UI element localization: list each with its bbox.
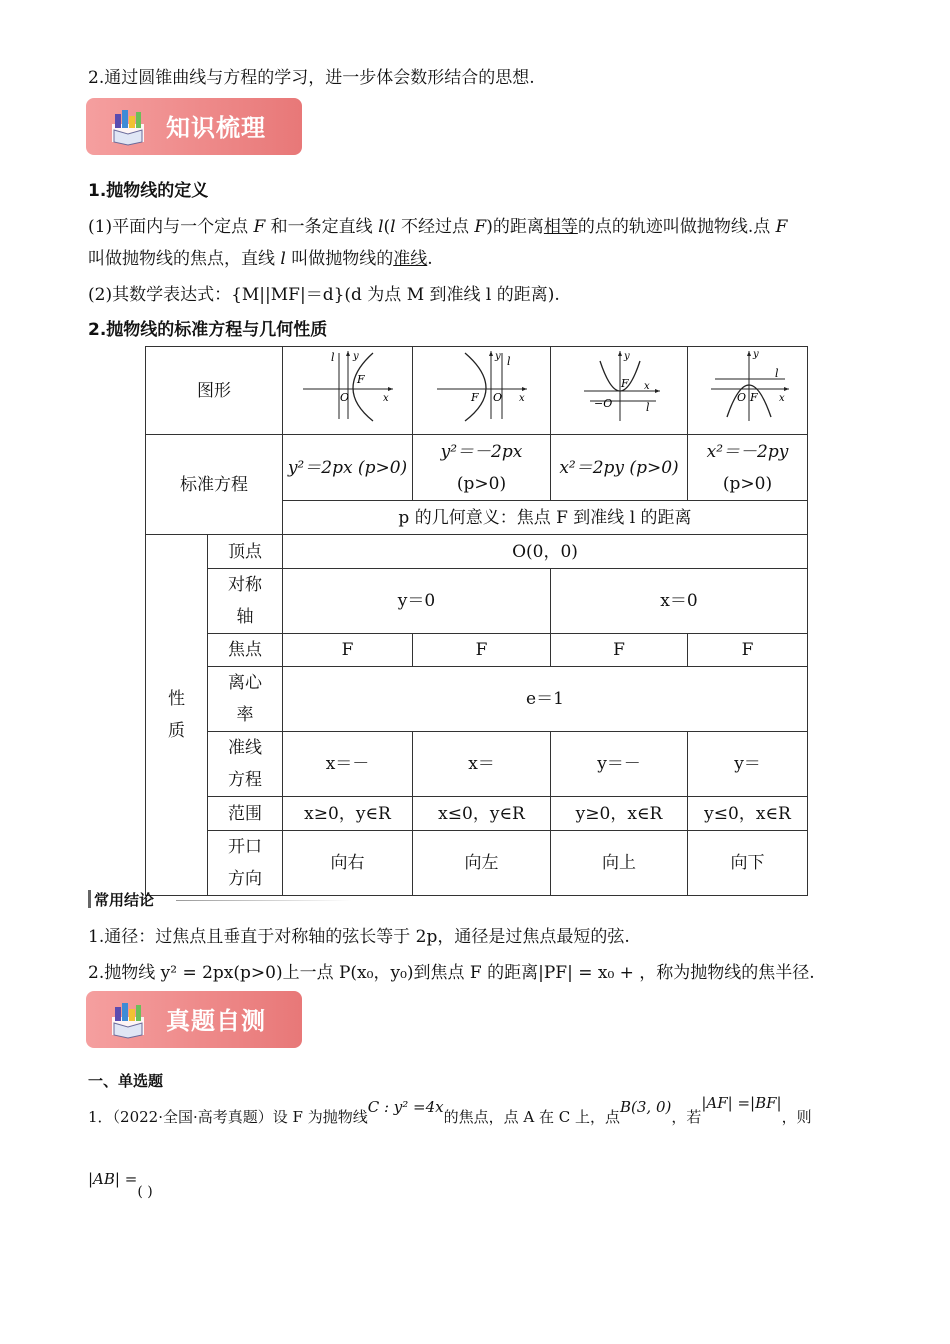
eccentricity-value: e＝1 <box>283 667 808 732</box>
directrix-value: y＝ <box>688 732 808 797</box>
svg-text:y: y <box>494 351 501 362</box>
row-label-std-eq: 标准方程 <box>146 435 283 535</box>
common-conclusions-header <box>88 889 388 911</box>
svg-text:y: y <box>624 351 630 362</box>
svg-text:F: F <box>621 377 629 390</box>
axis-value-1: y＝0 <box>283 569 551 634</box>
svg-text:x: x <box>518 393 525 404</box>
std-eq-4: x²＝－2py (p>0) <box>688 435 808 501</box>
directrix-value: x＝－ <box>283 732 413 797</box>
question-section-title: 一、单选题 <box>88 1072 164 1090</box>
label-focus: 焦点 <box>208 634 283 667</box>
conclusion-2: 2.抛物线 y² = 2px(p>0)上一点 P(x₀，y₀)到焦点 F 的距离|PF| = x₀ + ，称为抛物线的焦半径. <box>88 963 815 983</box>
svg-text:x: x <box>778 393 785 404</box>
banner-title: 真题自测 <box>166 1007 266 1035</box>
section-title-definition: 1.抛物线的定义 <box>88 181 209 201</box>
svg-text:l: l <box>646 401 650 414</box>
figure-left-opening <box>413 347 551 435</box>
svg-text:O: O <box>492 391 502 404</box>
figure-down-opening <box>688 347 808 435</box>
p-meaning: p 的几何意义：焦点 F 到准线 l 的距离 <box>283 501 808 535</box>
figure-up-opening <box>551 347 688 435</box>
svg-text:O: O <box>339 391 349 404</box>
focus-value: F <box>283 634 413 667</box>
opening-value: 向上 <box>551 831 688 896</box>
directrix-value: y＝－ <box>551 732 688 797</box>
svg-text:l: l <box>330 351 335 364</box>
row-label-figure: 图形 <box>146 347 283 435</box>
book-icon <box>110 1001 146 1039</box>
question-1-continued: |AB| =( ) <box>88 1170 153 1200</box>
svg-text:−O: −O <box>594 397 613 410</box>
svg-text:F: F <box>356 373 365 386</box>
svg-text:O: O <box>736 391 746 404</box>
svg-text:y: y <box>752 349 759 360</box>
range-value: x≤0，y∈R <box>413 797 551 831</box>
svg-text:x: x <box>382 393 389 404</box>
banner-title: 知识梳理 <box>166 114 266 142</box>
section-title-standard-equation: 2.抛物线的标准方程与几何性质 <box>88 320 328 340</box>
question-1: 1．（2022·全国·高考真题）设 F 为抛物线C : y² =4x的焦点，点 A 在 C 上，点B(3, 0)，若|AF| =|BF|，则 <box>88 1094 812 1126</box>
opening-value: 向右 <box>283 831 413 896</box>
svg-text:F: F <box>470 391 479 404</box>
conclusion-1: 1.通径：过焦点且垂直于对称轴的弦长等于 2p，通径是过焦点最短的弦. <box>88 927 630 947</box>
row-label-properties: 性 质 <box>146 535 208 896</box>
label-opening: 开口 方向 <box>208 831 283 896</box>
std-eq-2: y²＝－2px (p>0) <box>413 435 551 501</box>
std-eq-1: y²＝2px (p>0) <box>283 435 413 501</box>
svg-text:F: F <box>749 391 758 404</box>
vertex-value: O(0，0) <box>283 535 808 569</box>
svg-text:l: l <box>774 367 779 380</box>
range-value: y≤0，x∈R <box>688 797 808 831</box>
std-eq-3: x²＝2py (p>0) <box>551 435 688 501</box>
conclusions-label: 常用结论 <box>94 891 155 909</box>
label-range: 范围 <box>208 797 283 831</box>
svg-text:x: x <box>644 381 650 392</box>
opening-value: 向下 <box>688 831 808 896</box>
opening-value: 向左 <box>413 831 551 896</box>
directrix-value: x＝ <box>413 732 551 797</box>
label-axis: 对称 轴 <box>208 569 283 634</box>
focus-value: F <box>551 634 688 667</box>
axis-value-2: x＝0 <box>551 569 808 634</box>
parabola-properties-table <box>145 346 808 896</box>
svg-text:l: l <box>506 355 511 368</box>
range-value: x≥0，y∈R <box>283 797 413 831</box>
definition-paragraph-2: 叫做抛物线的焦点，直线 l 叫做抛物线的准线. <box>88 249 433 269</box>
section-banner-practice <box>86 991 302 1048</box>
section-banner-knowledge <box>86 98 302 155</box>
definition-formula: (2)其数学表达式：{M||MF|＝d}(d 为点 M 到准线 l 的距离). <box>88 285 560 305</box>
svg-text:y: y <box>352 351 359 362</box>
book-icon <box>110 108 146 146</box>
label-vertex: 顶点 <box>208 535 283 569</box>
label-directrix: 准线 方程 <box>208 732 283 797</box>
definition-paragraph-1: (1)平面内与一个定点 F 和一条定直线 l(l 不经过点 F)的距离相等的点的轨迹叫做抛物线.点 F <box>88 217 788 237</box>
focus-value: F <box>688 634 808 667</box>
intro-line: 2.通过圆锥曲线与方程的学习，进一步体会数形结合的思想. <box>88 68 535 88</box>
range-value: y≥0，x∈R <box>551 797 688 831</box>
label-eccentricity: 离心 率 <box>208 667 283 732</box>
figure-right-opening <box>283 347 413 435</box>
answer-blank: ( ) <box>137 1184 153 1200</box>
focus-value: F <box>413 634 551 667</box>
